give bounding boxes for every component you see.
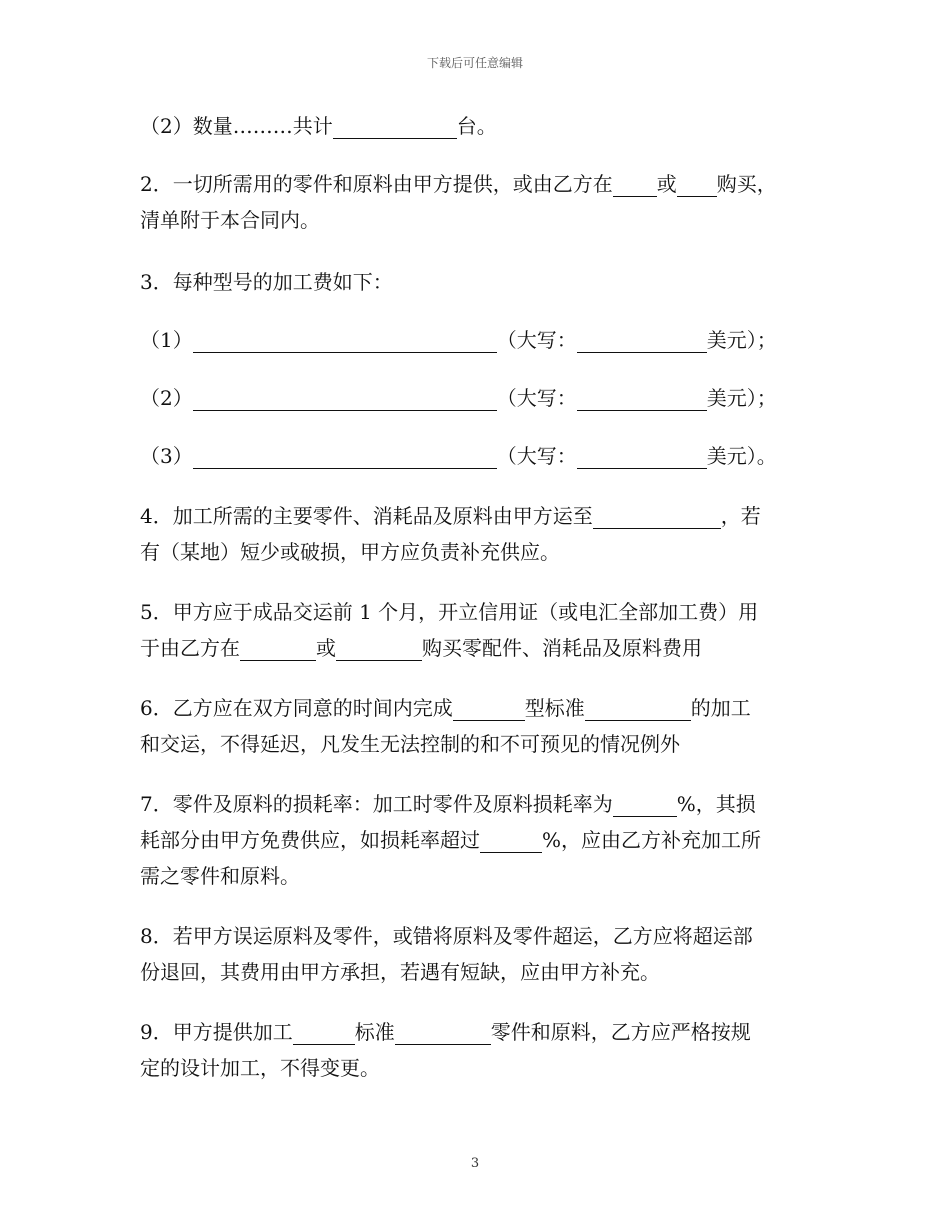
blank-field[interactable] (613, 792, 677, 817)
blank-field[interactable] (333, 114, 457, 139)
fee-line-2: （2） （大写： 美元）； (140, 386, 777, 410)
blank-field[interactable] (593, 504, 721, 529)
blank-field[interactable] (240, 636, 316, 661)
clause-7-line-1: 7．零件及原料的损耗率：加工时零件及原料损耗率为 %，其损 (140, 792, 756, 816)
clause-2-line-1: 2．一切所需用的零件和原料由甲方提供，或由乙方在 或 购买， (140, 172, 777, 196)
blank-field[interactable] (480, 828, 542, 853)
blank-field[interactable] (577, 444, 707, 469)
clause-7-line-2: 耗部分由甲方免费供应，如损耗率超过 %，应由乙方补充加工所 (140, 828, 762, 852)
page-header: 下载后可任意编辑 (426, 56, 523, 70)
clause-4-line-1: 4．加工所需的主要零件、消耗品及原料由甲方运至 ，若 (140, 504, 761, 528)
clause-9-line-1: 9．甲方提供加工 标准 零件和原料，乙方应严格按规 (140, 1020, 751, 1044)
page-number: 3 (470, 1156, 480, 1171)
clause-8-line-2: 份退回，其费用由甲方承担，若遇有短缺，应由甲方补充。 (140, 960, 660, 984)
blank-field[interactable] (577, 386, 707, 411)
line-quantity-total: （2）数量………共计 台。 (140, 114, 497, 138)
clause-6-line-2: 和交运，不得延迟，凡发生无法控制的和不可预见的情况例外 (140, 732, 680, 756)
clause-7-line-3: 需之零件和原料。 (140, 864, 300, 888)
clause-2-line-2: 清单附于本合同内。 (140, 208, 320, 232)
clause-3-title: 3．每种型号的加工费如下： (140, 270, 393, 294)
blank-field[interactable] (395, 1020, 491, 1045)
blank-field[interactable] (193, 444, 497, 469)
fee-line-1: （1） （大写： 美元）； (140, 328, 777, 352)
fee-line-3: （3） （大写： 美元）。 (140, 444, 777, 468)
blank-field[interactable] (293, 1020, 355, 1045)
clause-5-line-1: 5．甲方应于成品交运前 1 个月，开立信用证（或电汇全部加工费）用 (140, 600, 759, 624)
blank-field[interactable] (613, 172, 657, 197)
clause-6-line-1: 6．乙方应在双方同意的时间内完成 型标准 的加工 (140, 696, 751, 720)
clause-8-line-1: 8．若甲方误运原料及零件，或错将原料及零件超运，乙方应将超运部 (140, 924, 753, 948)
blank-field[interactable] (453, 696, 525, 721)
blank-field[interactable] (193, 328, 497, 353)
blank-field[interactable] (577, 328, 707, 353)
blank-field[interactable] (193, 386, 497, 411)
clause-9-line-2: 定的设计加工，不得变更。 (140, 1056, 380, 1080)
clause-4-line-2: 有（某地）短少或破损，甲方应负责补充供应。 (140, 540, 560, 564)
blank-field[interactable] (585, 696, 691, 721)
blank-field[interactable] (677, 172, 717, 197)
clause-5-line-2: 于由乙方在 或 购买零配件、消耗品及原料费用 (140, 636, 702, 660)
blank-field[interactable] (336, 636, 422, 661)
